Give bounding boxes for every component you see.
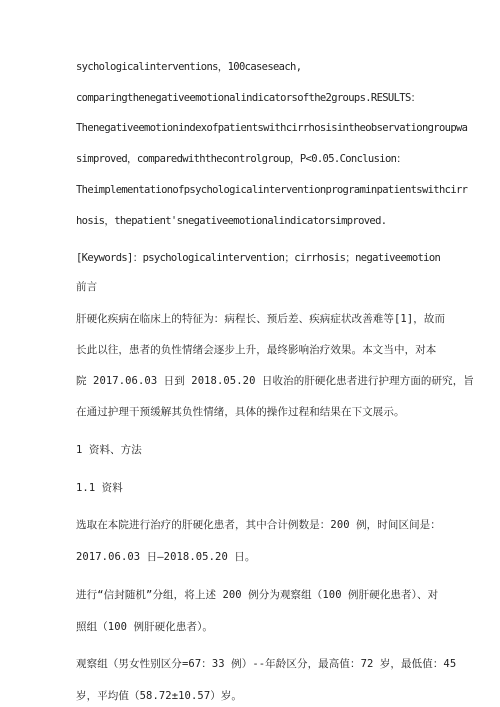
abstract-line: simproved，comparedwiththecontrolgroup，P<0.05.Conclusion： (76, 153, 407, 165)
subsection-heading: 1.1 资料 (76, 482, 123, 494)
preface-heading: 前言 (76, 281, 98, 293)
paragraph-line: 2017.06.03 日—2018.05.20 日。 (76, 551, 256, 563)
paragraph-line: 观察组（男女性别区分=67：33 例）--年龄区分，最高值：72 岁，最低值：45 (76, 658, 457, 670)
abstract-line: hosis，thepatient'snegativeemotionalindicatorsimproved. (76, 215, 387, 227)
section-heading: 1 资料、方法 (76, 444, 142, 456)
abstract-line: sychologicalinterventions，100caseseach, (76, 61, 302, 73)
abstract-line: Theimplementationofpsychologicalinterventionprograminpatientswithcirr (76, 184, 468, 196)
paragraph-line: 进行“信封随机”分组，将上述 200 例分为观察组（100 例肝硬化患者）、对 (76, 589, 439, 601)
preface-line: 长此以往，患者的负性情绪会逐步上升，最终影响治疗效果。本文当中，对本 (76, 344, 437, 356)
preface-line: 在通过护理干预缓解其负性情绪，具体的操作过程和结果在下文展示。 (76, 406, 405, 418)
paragraph-line: 照组（100 例肝硬化患者）。 (76, 621, 214, 633)
paragraph-line: 选取在本院进行治疗的肝硬化患者，其中合计例数是：200 例，时间区间是： (76, 519, 441, 531)
paragraph-line: 岁，平均值（58.72±10.57）岁。 (76, 690, 243, 702)
abstract-line: Thenegativeemotionindexofpatientswithcirrhosisintheobservationgroupwa (76, 122, 468, 134)
keywords-line: [Keywords]：psychologicalintervention；cirrhosis；negativeemotion (76, 252, 441, 264)
preface-line: 肝硬化疾病在临床上的特征为：病程长、预后差、疾病症状改善难等[1]，故而 (76, 313, 446, 325)
preface-line: 院 2017.06.03 日到 2018.05.20 日收治的肝硬化患者进行护理方面的研究，旨 (76, 375, 474, 387)
abstract-line: comparingthenegativeemotionalindicatorsofthe2groups.RESULTS： (76, 92, 421, 104)
